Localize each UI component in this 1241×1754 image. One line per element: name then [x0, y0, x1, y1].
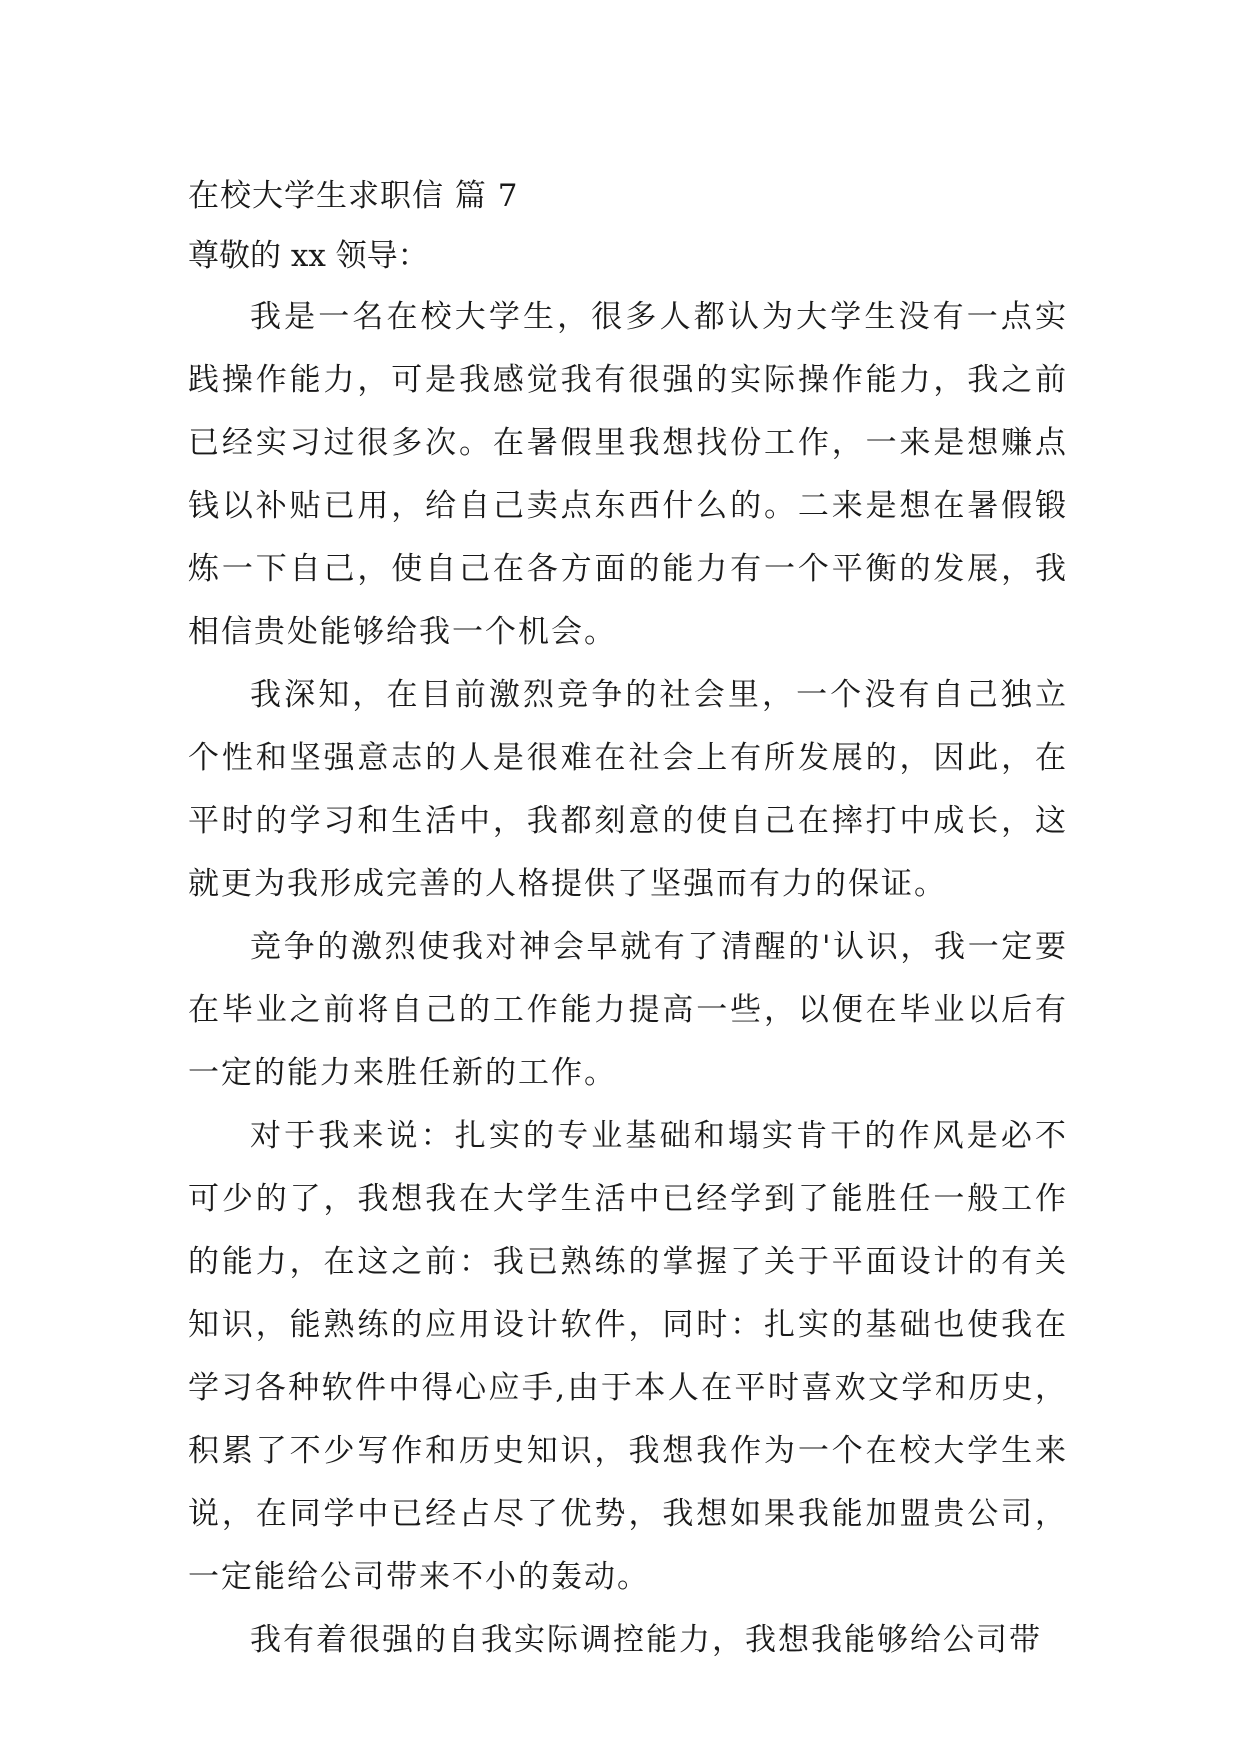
paragraph-4: 对于我来说：扎实的专业基础和塌实肯干的作风是必不可少的了，我想我在大学生活中已经学到了能胜任一般工作的能力，在这之前：我已熟练的掌握了关于平面设计的有关知识，能熟练的应用设计软件，同时：扎实的基础也使我在学习各种软件中得心应手,由于本人在平时喜欢文学和历史，积累了不少写作和历史知识，我想我作为一个在校大学生来说，在同学中已经占尽了优势，我想如果我能加盟贵公司，一定能给公司带来不小的轰动。 [188, 1118, 1068, 1595]
salutation: 尊敬的 xx 领导： [188, 238, 429, 274]
paragraph-3: 竞争的激烈使我对神会早就有了清醒的'认识，我一定要在毕业之前将自己的工作能力提高一些，以便在毕业以后有一定的能力来胜任新的工作。 [188, 929, 1068, 1091]
document-title: 在校大学生求职信 篇 7 [188, 178, 519, 214]
paragraph-1: 我是一名在校大学生，很多人都认为大学生没有一点实践操作能力，可是我感觉我有很强的实际操作能力，我之前已经实习过很多次。在暑假里我想找份工作，一来是想赚点钱以补贴已用，给自己卖点东西什么的。二来是想在暑假锻炼一下自己，使自己在各方面的能力有一个平衡的发展，我相信贵处能够给我一个机会。 [188, 299, 1068, 650]
paragraph-5: 我有着很强的自我实际调控能力，我想我能够给公司带 [250, 1622, 1042, 1658]
paragraph-2: 我深知，在目前激烈竞争的社会里，一个没有自己独立个性和坚强意志的人是很难在社会上有所发展的，因此，在平时的学习和生活中，我都刻意的使自己在摔打中成长，这就更为我形成完善的人格提供了坚强而有力的保证。 [188, 677, 1068, 902]
document-body [188, 166, 1068, 1672]
